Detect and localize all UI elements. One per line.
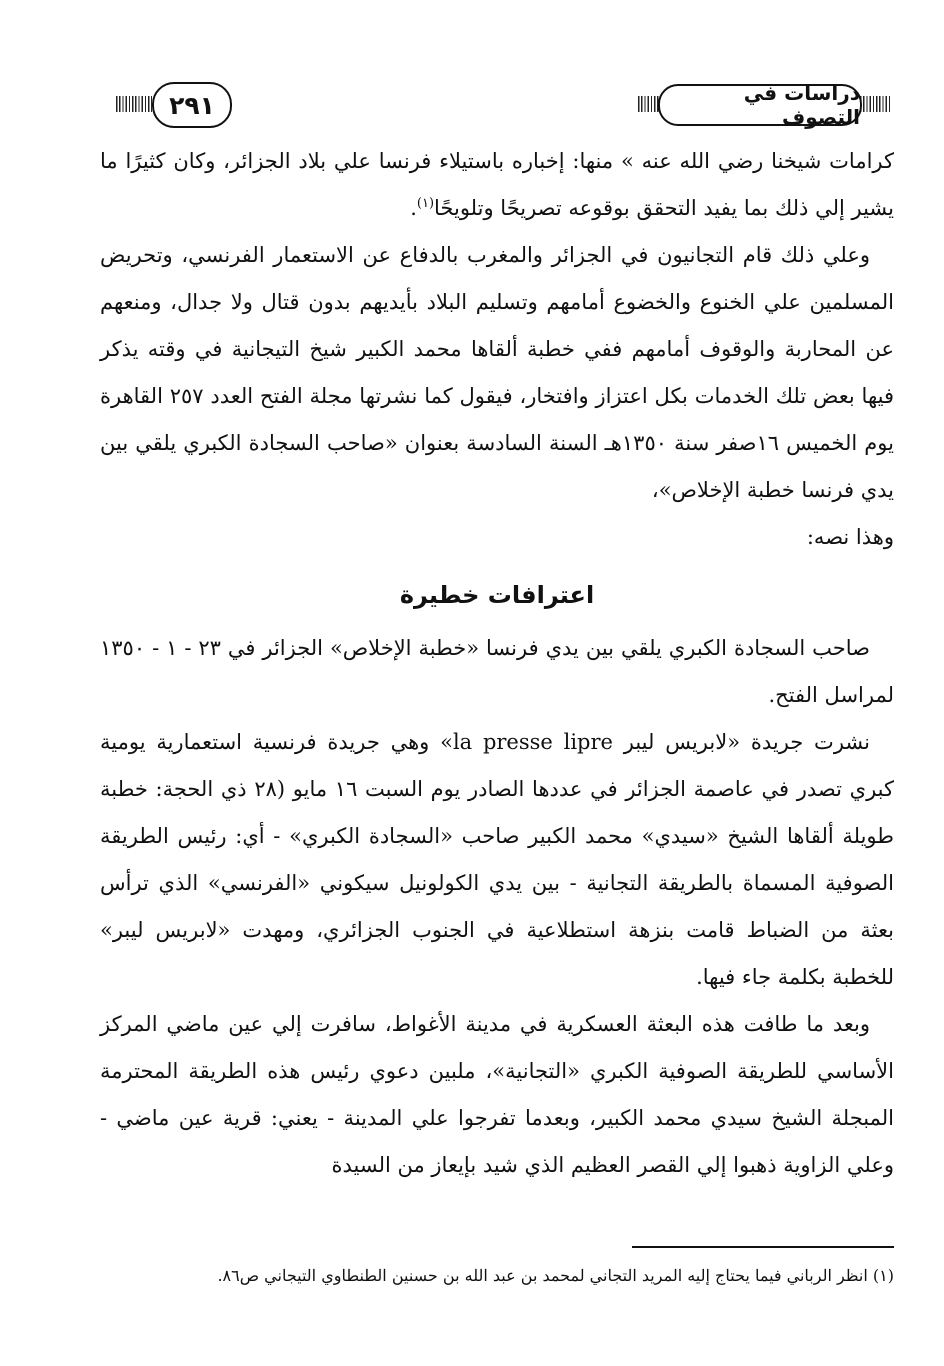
paragraph <box>100 138 894 232</box>
paragraph: وبعد ما طافت هذه البعثة العسكرية في مدينة الأغواط، سافرت إلي عين ماضي المركز الأساسي للطريقة الصوفية الكبري «التجانية»، ملبين دعوي رئيس هذه الطريقة المحترمة المبجلة الشيخ سيدي محمد الكبير، وبعدما تفرجوا علي المدينة - يعني: قرية عين ماضي - وعلي الزاوية ذهبوا إلي القصر العظيم الذي شيد بإيعاز من السيدة <box>100 1012 894 1177</box>
page-number: ٢٩١ <box>152 82 232 128</box>
header-ornament-rule <box>116 96 152 112</box>
running-header <box>116 82 890 128</box>
paragraph: نشرت جريدة «لابريس ليبر la presse lipre» وهي جريدة فرنسية استعمارية يومية كبري تصدر في عاصمة الجزائر في عددها الصادر يوم السبت ١٦ مايو (٢٨ ذي الحجة: خطبة طويلة ألقاها الشيخ «سيدي» محمد الكبير صاحب «السجادة الكبري» - أي: رئيس الطريقة الصوفية المسماة بالطريقة التجانية - بين يدي الكولونيل سيكوني «الفرنسي» الذي ترأس بعثة من الضباط قامت بنزهة استطلاعية في الجنوب الجزائري، ومهدت «لابريس ليبر» للخطبة بكلمة جاء فيها. <box>100 730 894 989</box>
footnote-reference: (١) <box>416 196 435 211</box>
paragraph-end: . <box>410 196 417 220</box>
paragraph-text: كرامات شيخنا رضي الله عنه » منها: إخباره باستيلاء فرنسا علي بلاد الجزائر، وكان كثيرًا ما يشير إلي ذلك بما يفيد التحقق بوقوعه تصريحًا وتلويحًا <box>100 149 894 220</box>
footnote-divider <box>632 1246 894 1248</box>
footnote: (١) انظر الرباني فيما يحتاج إليه المريد التجاني لمحمد بن عبد الله بن حسنين الطنطاوي التيجاني ص٨٦. <box>217 1266 894 1285</box>
body-text <box>100 138 894 1189</box>
paragraph: وعلي ذلك قام التجانيون في الجزائر والمغرب بالدفاع عن الاستعمار الفرنسي، وتحريض المسلمين علي الخنوع والخضوع أمامهم وتسليم البلاد بأيديهم بدون قتال ولا جدال، ومنعهم عن المحاربة والوقوف أمامهم ففي خطبة ألقاها محمد الكبير شيخ التيجانية في وقته يذكر فيها بعض تلك الخدمات بكل اعتزاز وافتخار، فيقول كما نشرتها مجلة الفتح العدد ٢٥٧ القاهرة يوم الخميس ١٦صفر سنة ١٣٥٠هـ السنة السادسة بعنوان «صاحب السجادة الكبري يلقي بين يدي فرنسا خطبة الإخلاص»، <box>100 243 894 502</box>
section-heading: اعترافات خطيرة <box>399 581 595 609</box>
paragraph: صاحب السجادة الكبري يلقي بين يدي فرنسا «خطبة الإخلاص» الجزائر في ٢٣ - ١ - ١٣٥٠ لمراسل الفتح. <box>100 636 894 707</box>
paragraph-tail: وهذا نصه: <box>806 525 894 549</box>
book-title: دراسات في التصوف <box>658 84 862 126</box>
header-ornament-rule <box>860 96 890 112</box>
